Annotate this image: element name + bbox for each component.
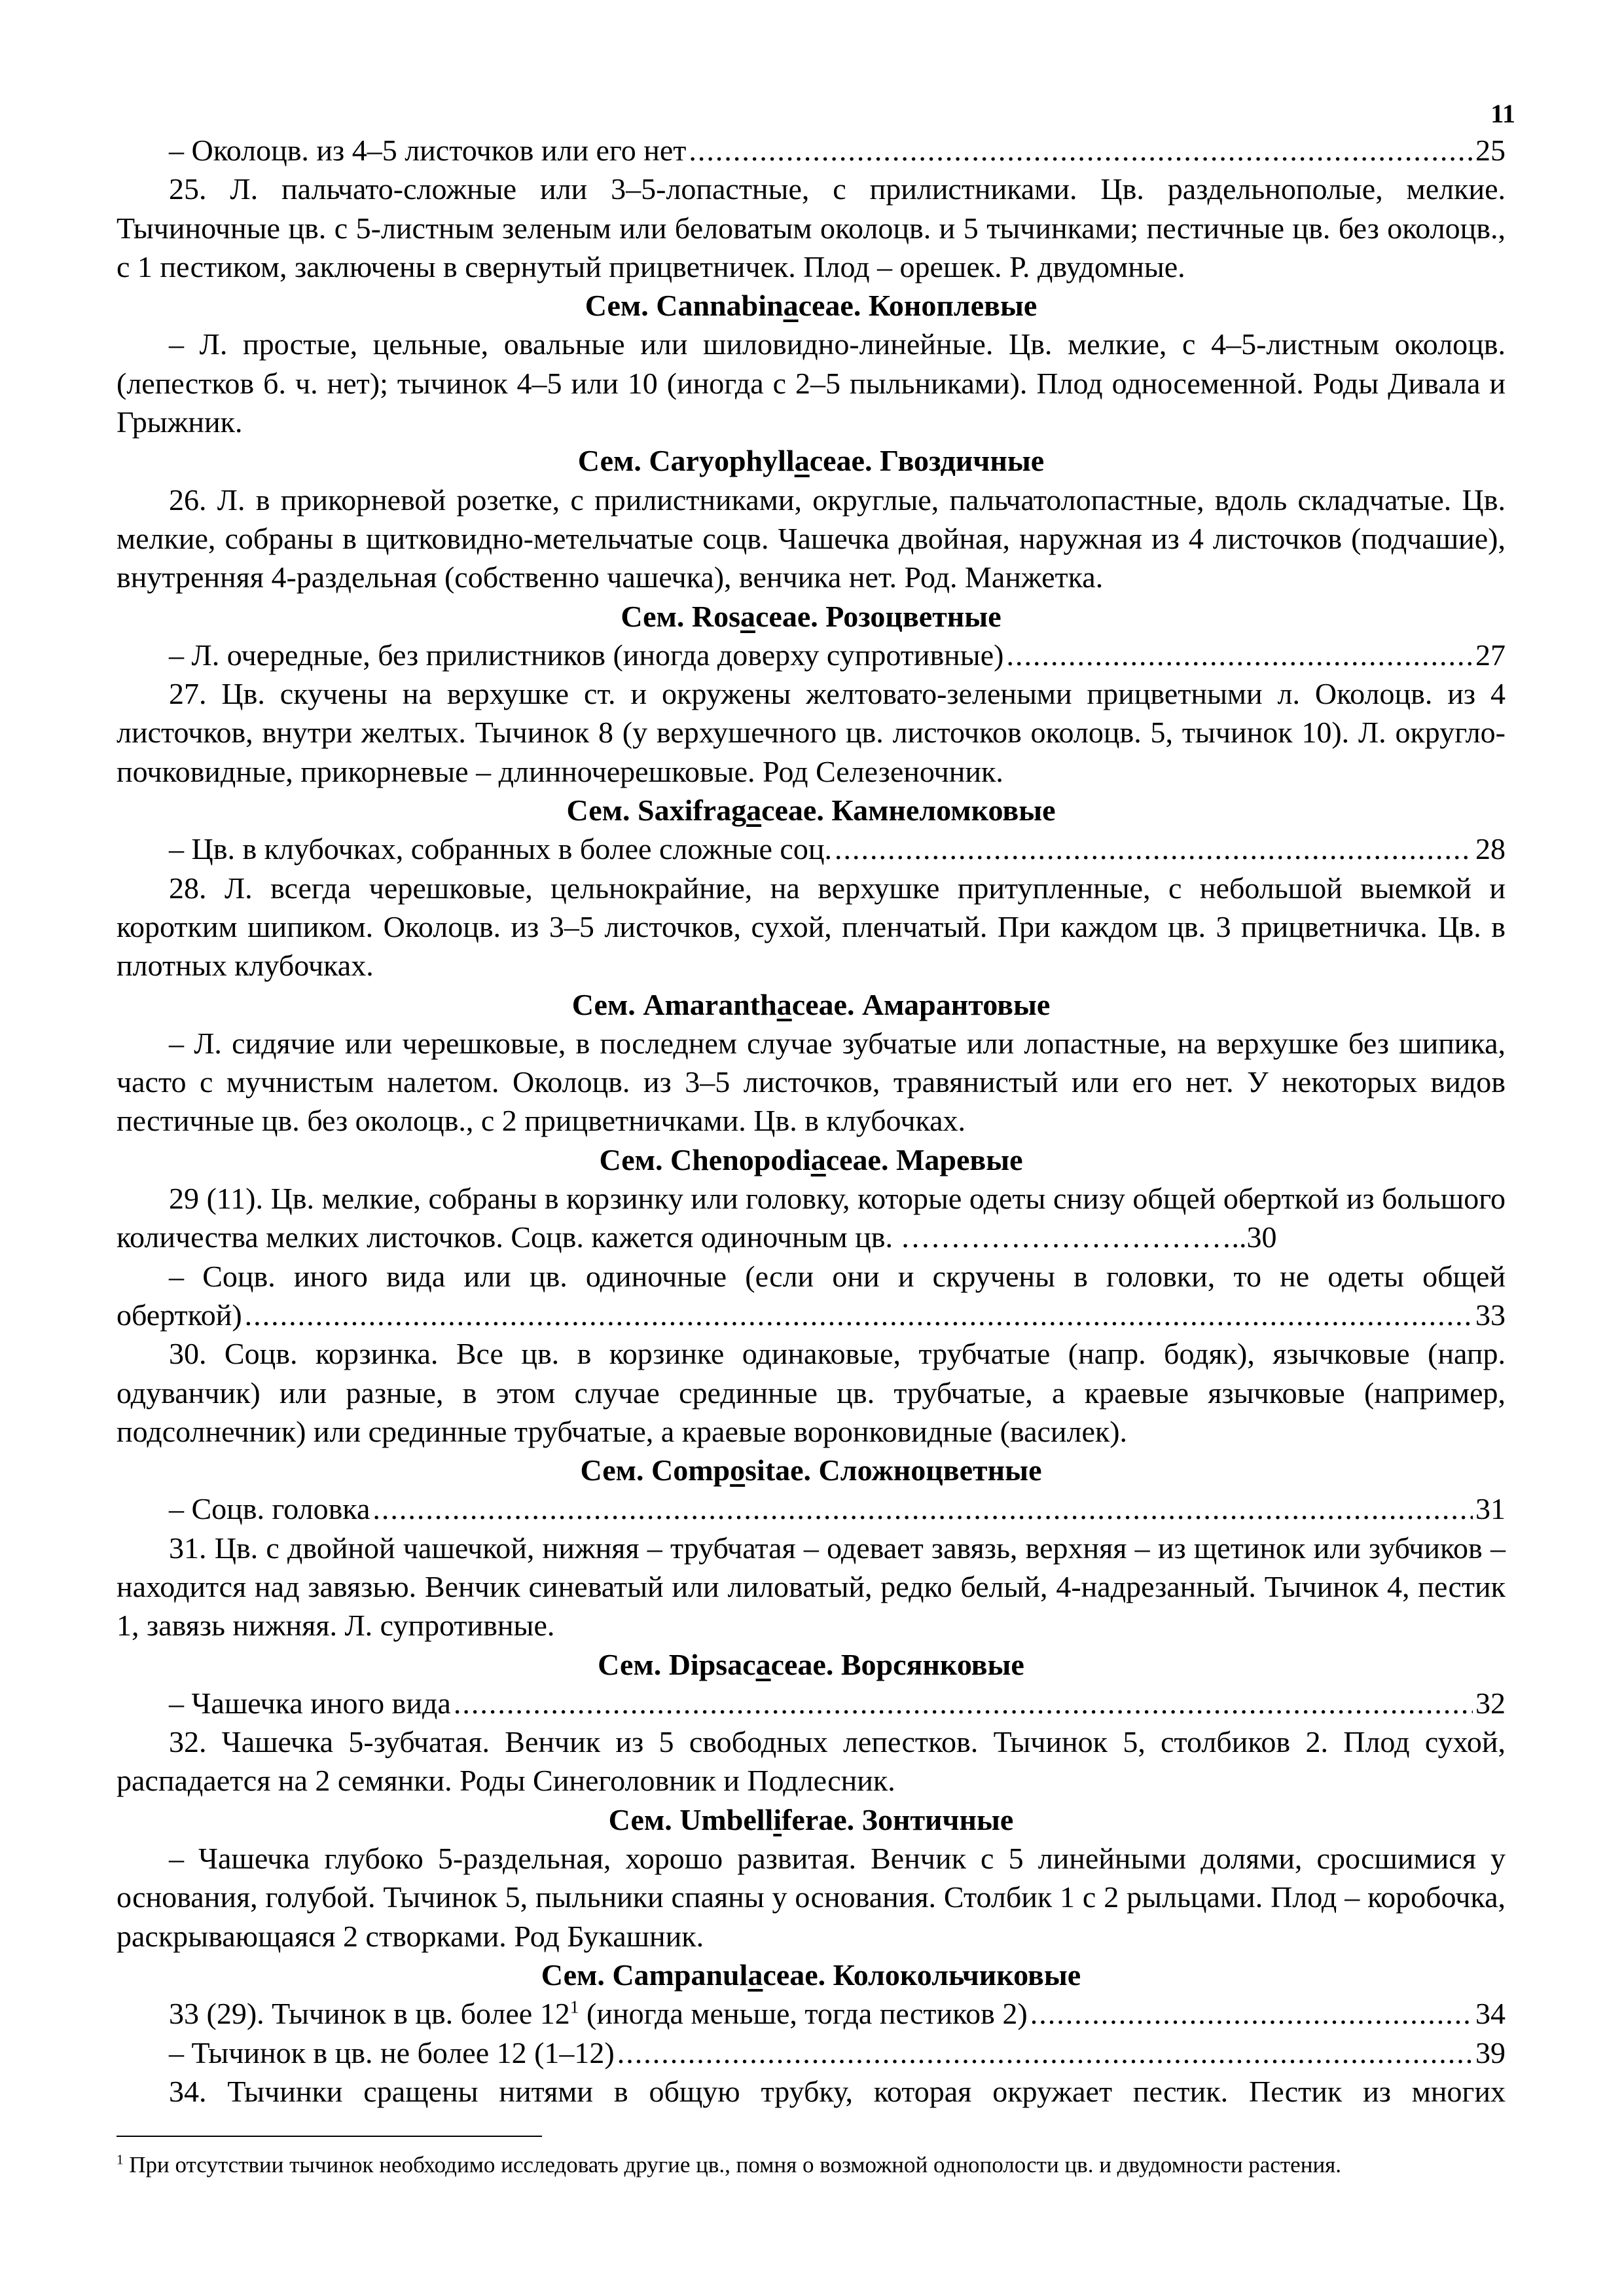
key-entry-34: 34. Тычинки сращены нитями в общую трубку, которая окружает пестик. Пестик из многих [169,2074,1506,2108]
key-entry-30: 30. Соцв. корзинка. Все цв. в корзинке одинаковые, трубчатые (напр. бодяк), язычковые (напр. одуванчик) или разные, в этом случае срединные цв. трубчатые, а краевые язычковые (например, подсолнечник) или срединные трубчатые, а краевые воронковидные (василек). [117,1337,1506,1448]
family-dipsacaceae: Сем. Dipsacaceae. Ворсянковые [598,1647,1024,1681]
key-entry-26: 26. Л. в прикорневой розетке, с прилистниками, округлые, пальчатолопастные, вдоль складчатые. Цв. мелкие, собраны в щитковидно-метельчатые соцв. Чашечка двойная, наружная из 4 листочков (подчашие), внутренняя 4-раздельная (собственно чашечка), венчика нет. Род. Манжетка. [117,483,1506,594]
entry-text: – Соцв. иного вида или цв. одиночные (если они и скручены в головки, то не одеты общей [169,1259,1506,1293]
entry-text: – Цв. в клубочках, собранных в более сложные соц. [169,832,832,866]
leader-dots [454,1684,1473,1722]
key-entry-24b [117,131,1506,170]
entry-target: 39 [1475,2035,1506,2069]
family-cannabinaceae: Сем. Cannabinaceae. Коноплевые [585,289,1038,323]
entry-target: 33 [1475,1298,1506,1332]
key-entry-25: 25. Л. пальчато-сложные или 3–5-лопастные, с прилистниками. Цв. раздельнополые, мелкие. Тычиночные цв. с 5-листным зеленым или беловатым околоцв. и 5 тычинками; пестичные цв. без околоцв., с 1 пестиком, заключены в свернутый прицветничек. Плод – орешек. Р. двудомные. [117,172,1506,283]
family-compositae: Сем. Compositae. Сложноцветные [580,1453,1042,1487]
key-entry-28: 28. Л. всегда черешковые, цельнокрайние, на верхушке притупленные, с небольшой выемкой и коротким шипиком. Околоцв. из 3–5 листочков, сухой, пленчатый. При каждом цв. 3 прицветничка. Цв. в плотных клубочках. [117,871,1506,983]
entry-text-cont: оберткой) [117,1298,242,1332]
entry-target: 27 [1475,638,1506,672]
family-caryophyllaceae: Сем. Caryophyllaceae. Гвоздичные [577,444,1045,478]
entry-text: – Чашечка иного вида [169,1686,451,1720]
key-entry-25b: – Л. простые, цельные, овальные или шиловидно-линейные. Цв. мелкие, с 4–5-листным околоцв. (лепестков б. ч. нет); тычинок 4–5 или 10 (иногда с 2–5 пыльниками). Плод односеменной. Роды Дивала и Грыжник. [117,327,1506,439]
entry-target: 28 [1475,832,1506,866]
key-entry-28b: – Л. сидячие или черешковые, в последнем случае зубчатые или лопастные, на верхушке без шипика, часто с мучнистым налетом. Околоцв. из 3–5 листочков, травянистый или его нет. У некоторых видов пестичные цв. без околоцв., с 2 прицветничками. Цв. в клубочках. [117,1026,1506,1138]
leader-dots [835,829,1473,868]
leader-dots [617,2033,1473,2072]
leader-dots [372,1489,1473,1528]
leader-dots [1006,636,1473,674]
key-entry-26b [117,636,1506,674]
footnote-ref: 1 [569,1996,579,2017]
key-entry-33 [117,1994,1506,2033]
family-umbelliferae: Сем. Umbelliferae. Зонтичные [608,1802,1014,1836]
key-entry-30b [117,1489,1506,1528]
family-saxifragaceae: Сем. Saxifragaceae. Камнеломковые [566,793,1056,828]
key-entry-29: 29 (11). Цв. мелкие, собраны в корзинку или головку, которые одеты снизу общей оберткой из большого количества мелких листочков. Соцв. кажется одиночным цв. ……………………………..30 [117,1182,1506,1254]
leader-dots [1030,1994,1473,2033]
key-entry-27: 27. Цв. скучены на верхушке ст. и окружены желтовато-зелеными прицветными л. Околоцв. из 4 листочков, внутри желтых. Тычинок 8 (у верхушечного цв. листочков околоцв. 5, тычинок 10). Л. округло-почковидные, прикорневые – длинночерешковые. Род Селезеночник. [117,677,1506,788]
footnote-separator [117,2136,542,2137]
entry-target: 32 [1475,1686,1506,1720]
family-chenopodiaceae: Сем. Chenopodiaceae. Маревые [599,1142,1023,1176]
family-amaranthaceae: Сем. Amaranthaceae. Амарантовые [571,987,1051,1021]
key-entry-31b [117,1684,1506,1722]
key-entry-32: 32. Чашечка 5-зубчатая. Венчик из 5 свободных лепестков. Тычинок 5, столбиков 2. Плод сухой, распадается на 2 семянки. Роды Синеголовник и Подлесник. [117,1725,1506,1798]
key-text-body [117,131,1506,2111]
entry-target: 31 [1475,1492,1506,1526]
leader-dots [245,1296,1473,1334]
entry-text: 33 (29). Тычинок в цв. более $12^1$ (иногда меньше, тогда пестиков 2) [169,1996,1028,2031]
family-campanulaceae: Сем. Campanulaceae. Колокольчиковые [541,1958,1081,1992]
key-entry-31: 31. Цв. с двойной чашечкой, нижняя – трубчатая – одевает завязь, верхняя – из щетинок или зубчиков – находится над завязью. Венчик синеватый или лиловатый, редко белый, 4-надрезанный. Тычинок 4, пестик 1, завязь нижняя. Л. супротивные. [117,1531,1506,1643]
family-rosaceae: Сем. Rosaceae. Розоцветные [621,599,1001,633]
leader-dots [689,131,1473,170]
footnote-text: При отсутствии тычинок необходимо исследовать другие цв., помня о возможной однополости цв. и двудомности растения. [123,2152,1342,2178]
entry-target: 25 [1475,134,1506,167]
key-entry-32b: – Чашечка глубоко 5-раздельная, хорошо развитая. Венчик с 5 линейными долями, сросшимися у основания, голубой. Тычинок 5, пыльники спаяны у основания. Столбик 1 с 2 рыльцами. Плод – коробочка, раскрывающаяся 2 створками. Род Букашник. [117,1842,1506,1953]
entry-text: – Околоцв. из 4–5 листочков или его нет [169,134,687,167]
key-entry-27b [117,829,1506,868]
key-entry-29b [117,1257,1506,1335]
key-entry-33b [117,2033,1506,2072]
entry-text: – Л. очередные, без прилистников (иногда доверху супротивные) [169,638,1004,672]
entry-text: – Тычинок в цв. не более 12 (1–12) [169,2035,615,2069]
footnote [117,2149,1506,2181]
entry-text: – Соцв. головка [169,1492,370,1526]
entry-target: 34 [1475,1997,1506,2031]
page-number: 11 [1490,99,1515,128]
footnote-mark: 1 [117,2151,124,2168]
